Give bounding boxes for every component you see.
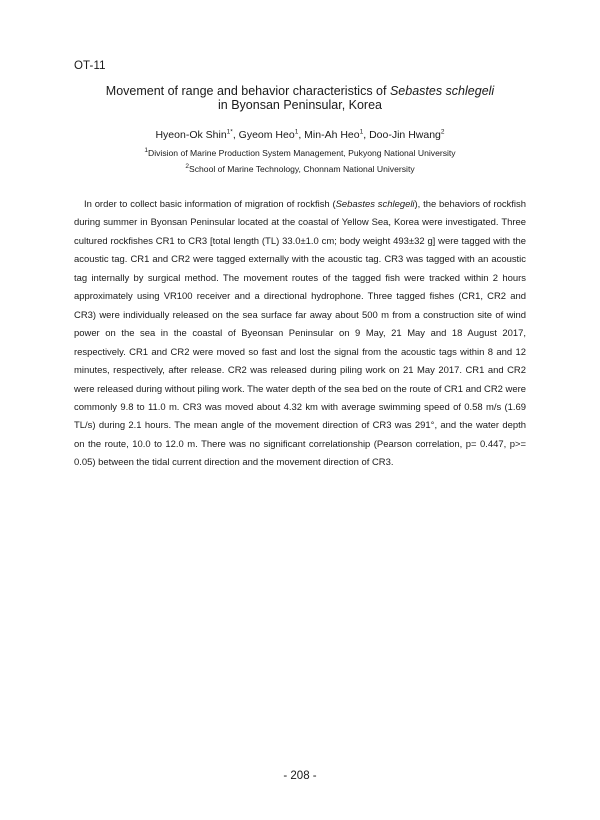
affiliation-1 <box>60 147 540 159</box>
abstract-species-name: Sebastes schlegeli <box>335 199 415 210</box>
author-affiliation-mark: 1 <box>359 128 364 136</box>
author-affiliation-mark: 2 <box>440 128 445 136</box>
author-name: Hyeon-Ok Shin <box>155 129 227 141</box>
title-line-2: in Byonsan Peninsular, Korea <box>218 98 382 112</box>
affiliation-mark: 2 <box>185 163 189 171</box>
author-name: Min-Ah Heo <box>304 129 360 141</box>
affiliation-2 <box>60 163 540 175</box>
author-name: Gyeom Heo <box>238 129 295 141</box>
author-separator: , <box>232 129 239 141</box>
title-text: Movement of range and behavior characteristics of <box>105 84 390 98</box>
author-list <box>60 128 540 142</box>
page-number: - 208 - <box>283 770 317 782</box>
presentation-code: OT-11 <box>74 60 106 72</box>
abstract-text-rest: ), the behaviors of rockfish during summer in Byonsan Peninsular located at the coastal of Yellow Sea, Korea were investigated. Three cultured rockfishes CR1 to CR3 [total length (TL) 33.0±1.0 cm; body weight 493±32 g] were tagged with the acoustic tag. CR1 and CR2 were tagged externally with the acoustic tag. CR3 was tagged with an acoustic tag internally by surgical method. The movement routes of the tagged fish were tracked within 2 hours approximately using VR100 receiver and a directional hydrophone. Three tagged fishes (CR1, CR2 and CR3) were individually released on the sea surface far away about 500 m from a construction site of wind power on the sea in the coastal of Byeonsan Peninsular on 9 May, 21 May and 18 August 2017, respectively. CR1 and CR2 were moved so fast and lost the signal from the acoustic tags within 8 and 12 minutes, respectively, after release. CR2 was released during piling work on 21 May 2017. CR1 and CR2 were released during without piling work. The water depth of the sea bed on the route of CR1 and CR2 were commonly 9.8 to 11.0 m. CR3 was moved about 4.32 km with average swimming speed of 0.58 m/s (1.69 TL/s) during 2.1 hours. The mean angle of the movement direction of CR3 was 291°, and the water depth on the route, 10.0 to 12.0 m. There was no significant correlationship (Pearson correlation, p= 0.447, p>= 0.05) between the tidal current direction and the movement direction of CR3. <box>74 199 526 469</box>
author-separator: , <box>363 129 370 141</box>
title-line-1 <box>60 84 540 98</box>
affiliation-mark: 1 <box>144 147 148 155</box>
affiliation-text: Division of Marine Production System Management, Pukyong National University <box>148 148 456 158</box>
author-separator: , <box>298 129 305 141</box>
paper-title <box>60 84 540 112</box>
title-species-name: Sebastes schlegeli <box>389 84 495 98</box>
author-name: Doo-Jin Hwang <box>369 129 441 141</box>
abstract-text-start: In order to collect basic information of migration of rockfish ( <box>84 199 336 210</box>
affiliation-text: School of Marine Technology, Chonnam National University <box>189 164 415 174</box>
abstract-body <box>74 196 526 473</box>
author-affiliation-mark: 1 <box>294 128 299 136</box>
author-affiliation-mark: 1* <box>226 128 233 136</box>
